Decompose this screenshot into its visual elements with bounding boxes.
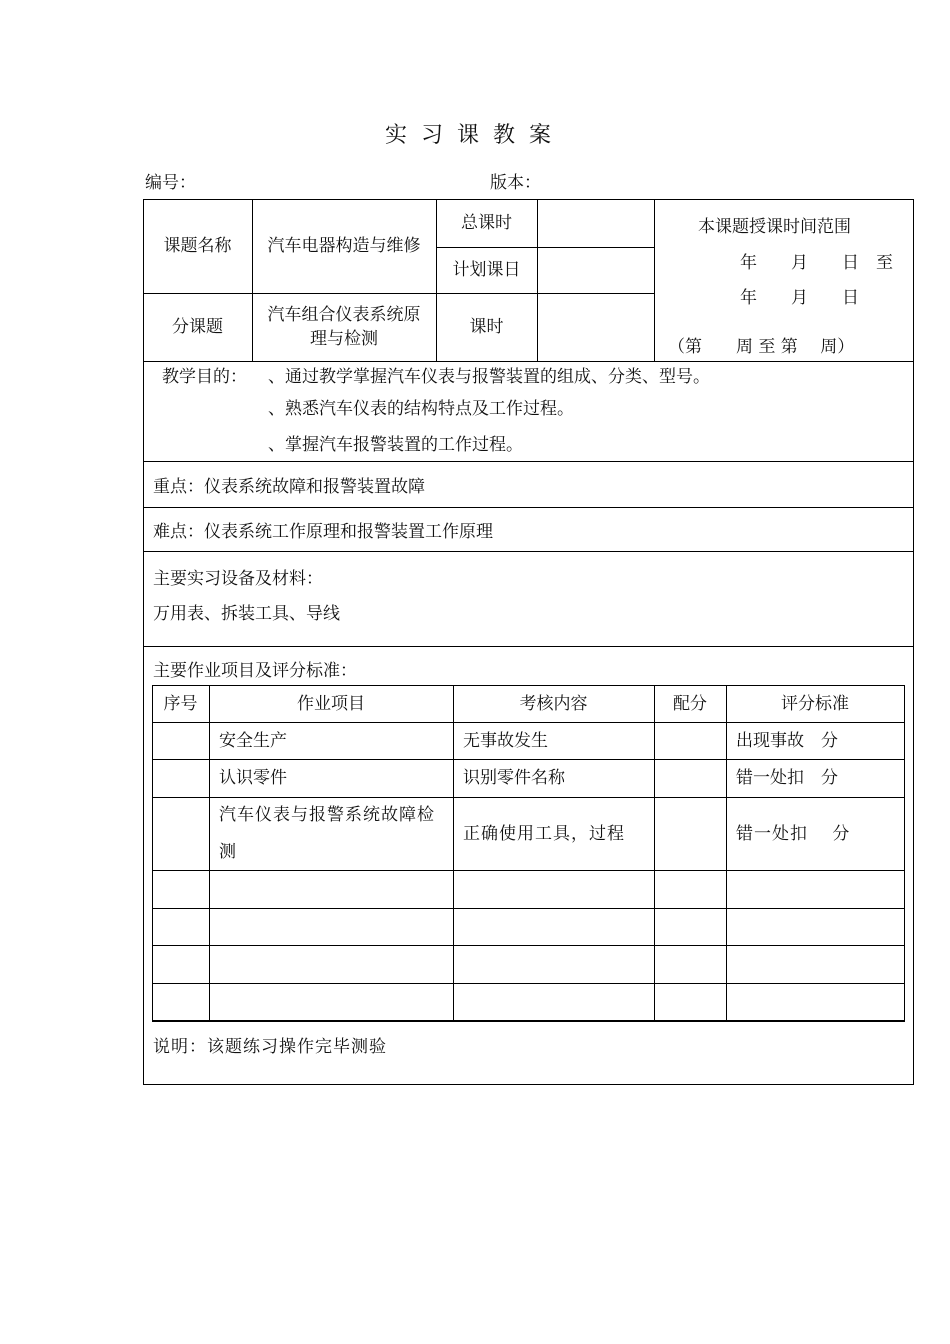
table-row-line: [152, 945, 905, 946]
subtopic-label: 分课题: [172, 317, 223, 337]
difficulty: 难点：仪表系统工作原理和报警装置工作原理: [153, 522, 493, 542]
subtopic-value: 汽车组合仪表系统原理与检测: [267, 305, 421, 349]
objective-item: 、通过教学掌握汽车仪表与报警装置的组成、分类、型号。: [268, 367, 710, 387]
table-col-line: [904, 685, 905, 1022]
table-row-line: [152, 1020, 905, 1022]
section-divider: [143, 551, 914, 552]
section-divider: [143, 507, 914, 508]
header-divider: [537, 199, 538, 361]
table-cell: 错一处扣 分: [736, 823, 851, 844]
table-col-line: [209, 685, 210, 1022]
time-range-weeks: （第 周 至 第 周）: [668, 337, 855, 357]
objectives-label: 教学目的：: [162, 367, 247, 387]
objective-item: 、掌握汽车报警装置的工作过程。: [268, 435, 523, 455]
objective-item: 、熟悉汽车仪表的结构特点及工作过程。: [268, 399, 574, 419]
table-cell: 正确使用工具，过程: [463, 823, 625, 844]
header-divider: [654, 199, 655, 361]
table-header-cell: 考核内容: [519, 693, 588, 714]
equipment-value: 万用表、拆装工具、导线: [153, 604, 340, 624]
key-point: 重点：仪表系统故障和报警装置故障: [153, 477, 425, 497]
time-range-start: 年 月 日 至: [740, 253, 893, 273]
topic-value: 汽车电器构造与维修: [267, 236, 421, 256]
total-hours-label: 总课时: [461, 213, 512, 233]
table-cell: 无事故发生: [463, 730, 548, 751]
table-cell: 错一处扣 分: [736, 768, 838, 788]
tasks-label: 主要作业项目及评分标准：: [153, 661, 357, 681]
table-col-line: [726, 685, 727, 1022]
note: 说明：该题练习操作完毕测验: [153, 1037, 387, 1057]
topic-label: 课题名称: [163, 236, 232, 256]
table-header-cell: 配分: [673, 693, 707, 714]
version-label: 版本：: [490, 173, 541, 193]
table-col-line: [152, 685, 153, 1022]
frame-right: [913, 199, 914, 1085]
table-cell: 安全生产: [219, 730, 287, 751]
frame-bottom: [143, 1084, 914, 1085]
plan-date-label: 计划课日: [452, 260, 521, 280]
table-col-line: [654, 685, 655, 1022]
table-col-line: [453, 685, 454, 1022]
table-row-line: [152, 983, 905, 984]
time-range-label: 本课题授课时间范围: [698, 217, 851, 237]
page-title: 实习课教案: [384, 123, 565, 148]
table-cell: 出现事故 分: [736, 730, 838, 751]
number-label: 编号：: [145, 173, 196, 193]
table-header-cell: 作业项目: [297, 693, 365, 714]
table-header-cell: 序号: [163, 693, 198, 714]
table-row-line: [152, 908, 905, 909]
section-divider: [143, 461, 914, 462]
time-range-end: 年 月 日: [740, 288, 859, 308]
table-cell: 识别零件名称: [463, 768, 565, 788]
section-divider: [143, 646, 914, 647]
table-header-cell: 评分标准: [781, 693, 849, 714]
hours-label: 课时: [469, 317, 504, 337]
equipment-label: 主要实习设备及材料：: [153, 569, 323, 589]
table-cell: 汽车仪表与报警系统故障检测: [219, 804, 435, 862]
table-cell: 认识零件: [219, 768, 287, 788]
header-divider: [252, 199, 253, 361]
